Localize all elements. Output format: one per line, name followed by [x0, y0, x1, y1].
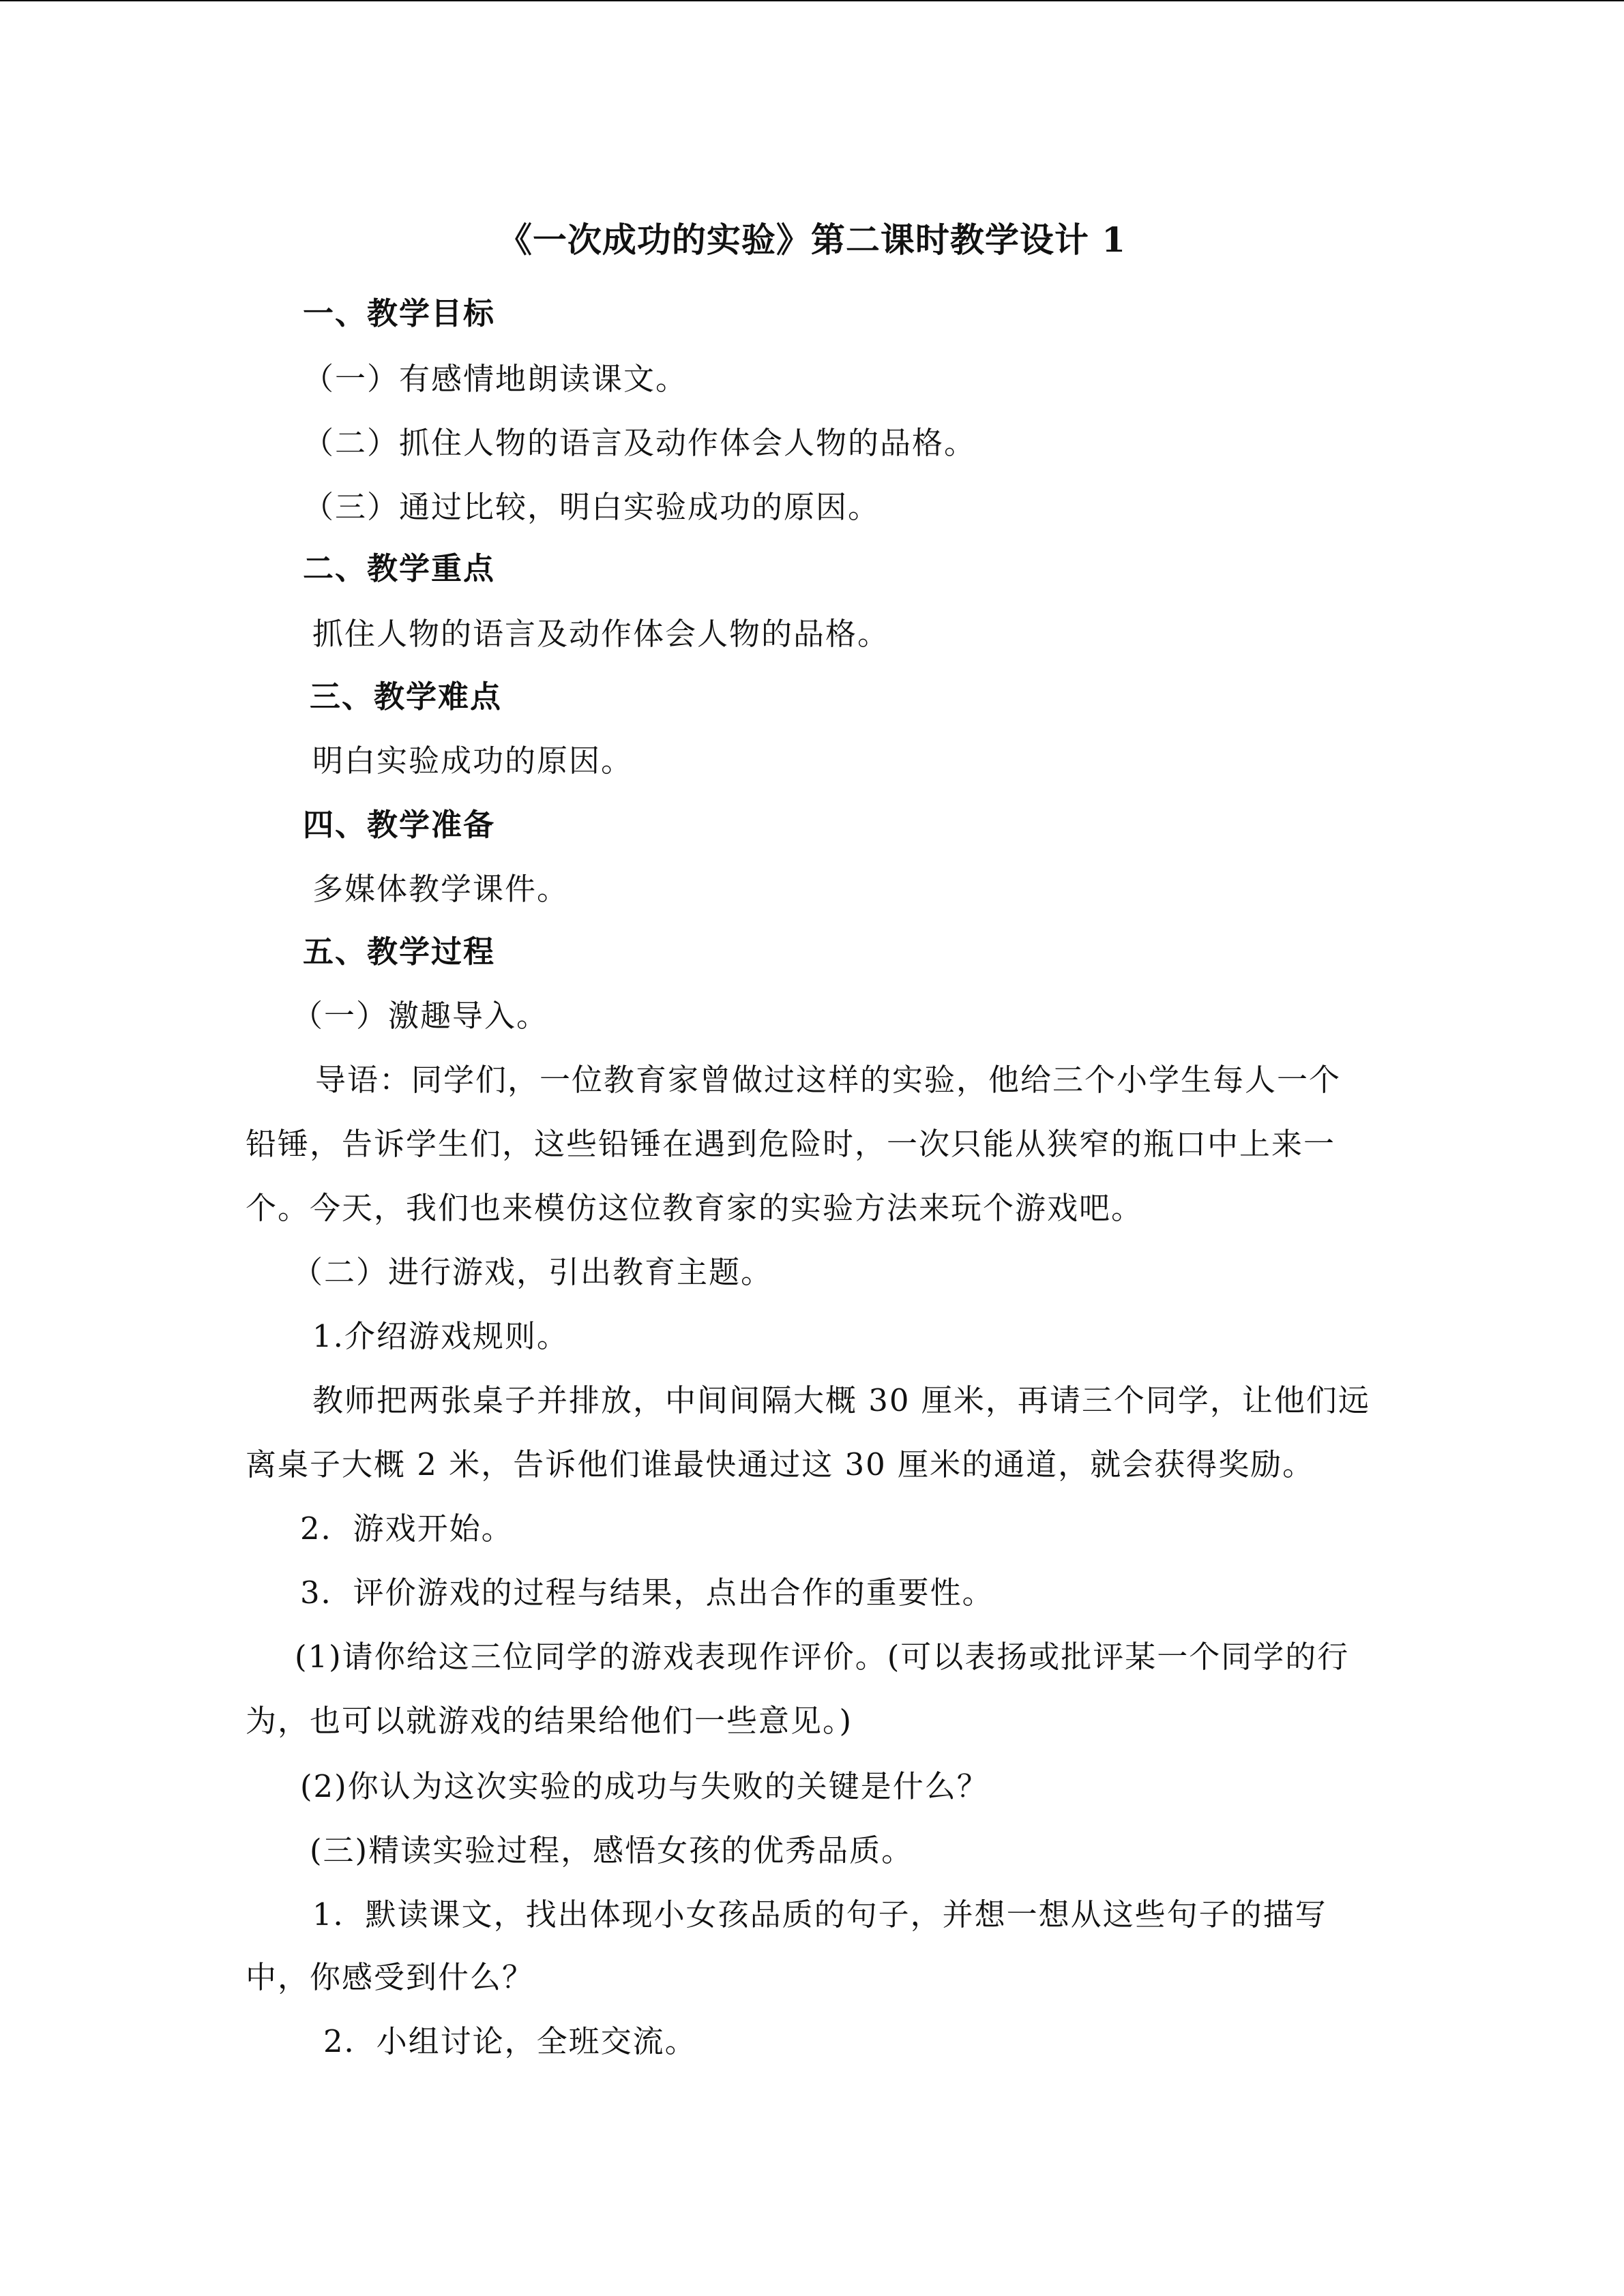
intro-paragraph-line-2: 铅锤，告诉学生们，这些铅锤在遇到危险时，一次只能从狭窄的瓶口中上来一: [246, 1126, 1336, 1162]
game-rule-line-1: 教师把两张桌子并排放，中间间隔大概 30 厘米，再请三个同学，让他们远: [312, 1382, 1370, 1418]
document-title: 《一次成功的实验》第二课时教学设计 1: [497, 220, 1127, 260]
heading-teaching-goals: 一、教学目标: [303, 295, 496, 331]
heading-process: 五、教学过程: [303, 934, 496, 970]
evaluation-question-1-line-2: 为，也可以就游戏的结果给他们一些意见。): [246, 1703, 853, 1739]
process-step-2: （二）进行游戏，引出教育主题。: [292, 1254, 773, 1290]
process-step-3: (三)精读实验过程，感悟女孩的优秀品质。: [310, 1832, 914, 1868]
key-points-text: 抓住人物的语言及动作体会人物的品格。: [312, 616, 890, 652]
game-rule-heading: 1.介绍游戏规则。: [312, 1318, 569, 1354]
process-step-1: （一）激趣导入。: [292, 998, 549, 1034]
goal-item-3: （三）通过比较，明白实验成功的原因。: [303, 489, 881, 525]
evaluation-question-2: (2)你认为这次实验的成功与失败的关键是什么？: [300, 1768, 989, 1804]
difficulties-text: 明白实验成功的原因。: [312, 743, 634, 779]
game-start: 2．游戏开始。: [300, 1510, 514, 1547]
preparation-text: 多媒体教学课件。: [312, 871, 570, 907]
goal-item-1: （一）有感情地朗读课文。: [303, 361, 688, 397]
heading-preparation: 四、教学准备: [303, 807, 496, 843]
goal-item-2: （二）抓住人物的语言及动作体会人物的品格。: [303, 425, 977, 461]
reading-task-line-1: 1．默读课文，找出体现小女孩品质的句子，并想一想从这些句子的描写: [312, 1896, 1327, 1933]
game-evaluation: 3．评价游戏的过程与结果，点出合作的重要性。: [300, 1575, 994, 1611]
evaluation-question-1-line-1: (1)请你给这三位同学的游戏表现作评价。(可以表扬或批评某一个同学的行: [295, 1639, 1350, 1675]
heading-key-points: 二、教学重点: [303, 550, 496, 586]
intro-paragraph-line-1: 导语：同学们，一位教育家曾做过这样的实验，他给三个小学生每人一个: [315, 1062, 1342, 1098]
reading-task-line-2: 中，你感受到什么？: [246, 1959, 535, 1995]
group-discussion: 2．小组讨论，全班交流。: [323, 2023, 697, 2059]
game-rule-line-2: 离桌子大概 2 米，告诉他们谁最快通过这 30 厘米的通道，就会获得奖励。: [246, 1446, 1315, 1482]
heading-difficulties: 三、教学难点: [310, 679, 503, 715]
intro-paragraph-line-3: 个。今天，我们也来模仿这位教育家的实验方法来玩个游戏吧。: [246, 1190, 1144, 1226]
